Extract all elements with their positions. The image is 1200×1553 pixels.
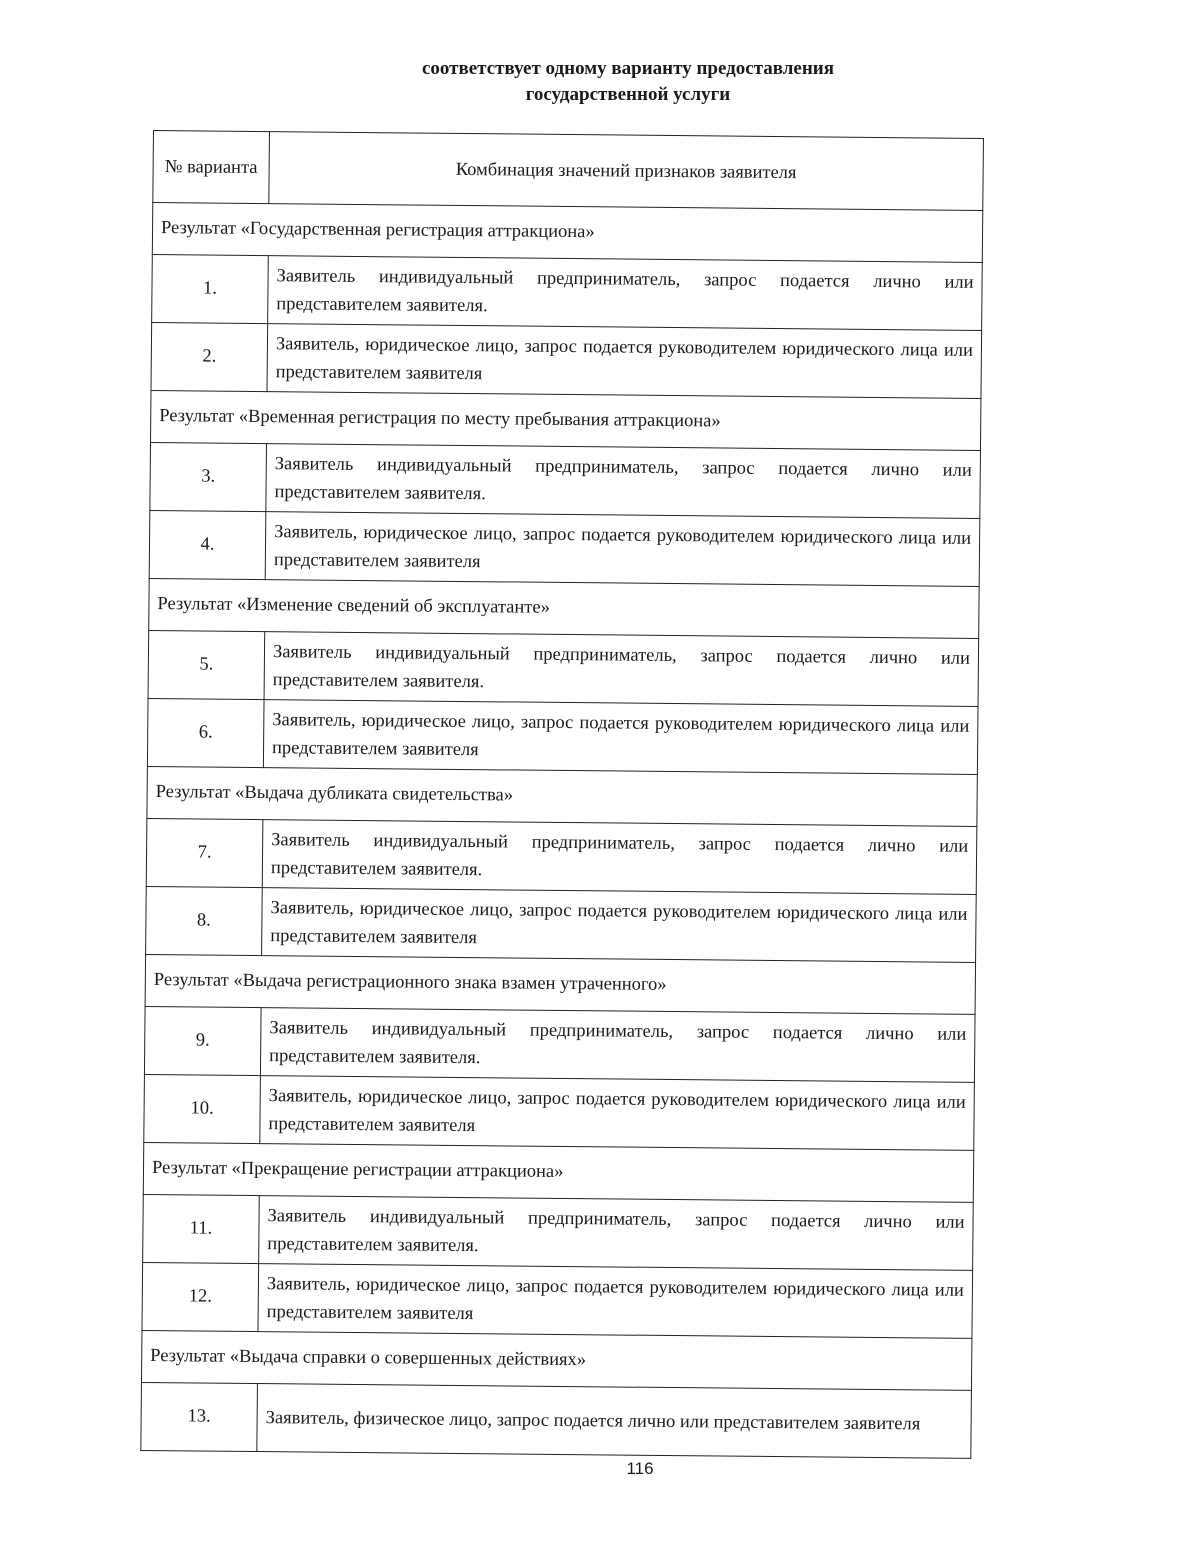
variant-number: 11. — [143, 1194, 260, 1263]
variant-description: Заявитель, юридическое лицо, запрос подается руководителем юридического лица или представителем заявителя — [263, 700, 978, 775]
variants-table-wrapper — [140, 130, 983, 1459]
table-row — [144, 1006, 975, 1082]
section-title: Результат «Выдача дубликата свидетельства» — [147, 766, 977, 826]
column-header-number: № варианта — [153, 131, 270, 204]
title-line-2: государственной услуги — [525, 84, 731, 105]
table-row — [146, 886, 977, 962]
section-row — [151, 390, 981, 450]
variant-number: 6. — [147, 698, 264, 767]
variant-description: Заявитель, юридическое лицо, запрос подается руководителем юридического лица или представителем заявителя — [267, 324, 982, 399]
page-number: 116 — [626, 1459, 654, 1478]
table-row — [143, 1194, 974, 1270]
variant-number: 3. — [150, 442, 267, 511]
variant-number: 8. — [146, 886, 263, 955]
page-title — [0, 56, 1200, 108]
section-row — [145, 954, 975, 1014]
variant-description: Заявитель, физическое лицо, запрос подается лично или представителем заявителя — [257, 1384, 972, 1459]
section-title: Результат «Прекращение регистрации аттракциона» — [143, 1142, 973, 1202]
section-title: Результат «Государственная регистрация аттракциона» — [152, 203, 982, 263]
section-title: Результат «Выдача справки о совершенных действиях» — [141, 1330, 971, 1390]
table-row — [147, 698, 978, 774]
variant-number: 1. — [152, 254, 269, 323]
section-row — [152, 203, 982, 263]
variant-number: 4. — [149, 510, 266, 579]
table-row — [146, 818, 977, 894]
section-title: Результат «Временная регистрация по месту пребывания аттракциона» — [151, 390, 981, 450]
section-row — [149, 578, 979, 638]
table-row — [150, 442, 981, 518]
title-line-1: соответствует одному варианту предоставления — [421, 58, 835, 79]
variant-description: Заявитель, юридическое лицо, запрос подается руководителем юридического лица или представителем заявителя — [262, 888, 977, 963]
variant-number: 9. — [144, 1006, 261, 1075]
variant-description: Заявитель, юридическое лицо, запрос подается руководителем юридического лица или представителем заявителя — [265, 512, 980, 587]
variant-number: 7. — [146, 818, 263, 887]
variant-number: 12. — [142, 1262, 259, 1331]
table-row — [148, 630, 979, 706]
table-body — [141, 203, 983, 1459]
section-row — [141, 1330, 971, 1390]
variant-description: Заявитель индивидуальный предприниматель, запрос подается лично или представителем заявителя. — [268, 256, 983, 331]
section-row — [143, 1142, 973, 1202]
table-row — [152, 254, 983, 330]
variant-description: Заявитель индивидуальный предприниматель, запрос подается лично или представителем заявителя. — [262, 820, 977, 895]
table-row — [144, 1074, 975, 1150]
variant-description: Заявитель индивидуальный предприниматель, запрос подается лично или представителем заявителя. — [260, 1008, 975, 1083]
table-row — [149, 510, 980, 586]
variant-description: Заявитель индивидуальный предприниматель, запрос подается лично или представителем заявителя. — [264, 632, 979, 707]
table-row — [142, 1262, 973, 1338]
table-row — [151, 322, 982, 398]
variant-number: 10. — [144, 1074, 261, 1143]
variant-description: Заявитель индивидуальный предприниматель, запрос подается лично или представителем заявителя. — [259, 1196, 974, 1271]
variant-number: 2. — [151, 322, 268, 391]
section-title: Результат «Изменение сведений об эксплуатанте» — [149, 578, 979, 638]
variant-number: 5. — [148, 630, 265, 699]
variant-description: Заявитель, юридическое лицо, запрос подается руководителем юридического лица или представителем заявителя — [258, 1264, 973, 1339]
table-header-row — [153, 131, 984, 211]
table-row — [141, 1382, 972, 1458]
section-row — [147, 766, 977, 826]
variants-table — [140, 130, 984, 1459]
variant-number: 13. — [141, 1382, 258, 1451]
section-title: Результат «Выдача регистрационного знака взамен утраченного» — [145, 954, 975, 1014]
variant-description: Заявитель, юридическое лицо, запрос подается руководителем юридического лица или представителем заявителя — [260, 1076, 975, 1151]
column-header-description: Комбинация значений признаков заявителя — [269, 132, 984, 211]
variant-description: Заявитель индивидуальный предприниматель, запрос подается лично или представителем заявителя. — [266, 444, 981, 519]
